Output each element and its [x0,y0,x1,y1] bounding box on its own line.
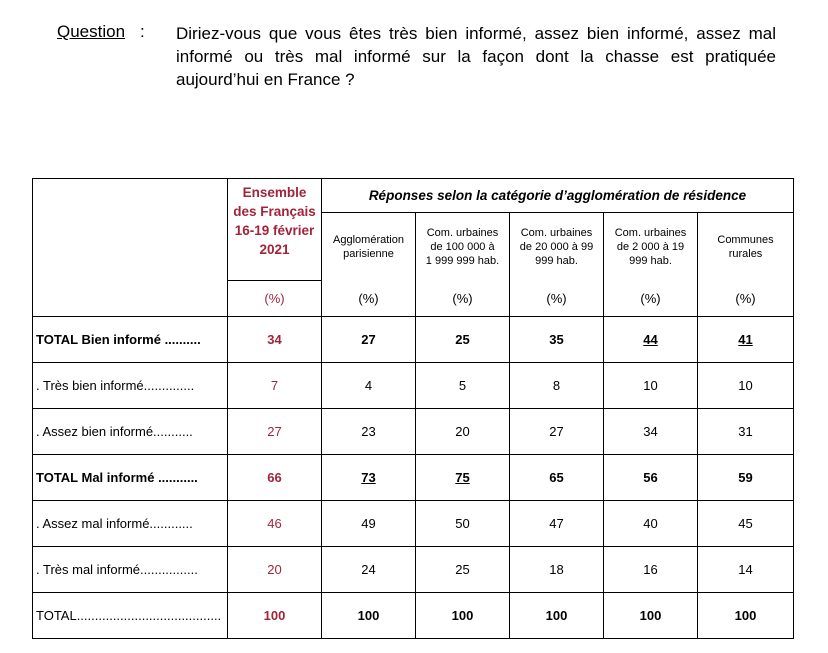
cell-value: 23 [322,409,416,455]
col-pct-paris: (%) [322,281,416,317]
question-text: Diriez-vous que vous êtes très bien informé, assez bien informé, assez mal informé ou très mal informé sur la façon dont la chasse est pratiquée aujourd’hui en France ? [176,24,776,89]
row-label: TOTAL........................................ [33,593,228,639]
group-title: Réponses selon la catégorie d’agglomération de résidence [322,179,794,213]
cell-value: 59 [698,455,794,501]
col-header-paris [322,213,416,281]
ensemble-line3: 16-19 février [234,223,315,238]
row-label: . Assez bien informé........... [33,409,228,455]
row-label: . Très mal informé................ [33,547,228,593]
cell-value: 41 [698,317,794,363]
cell-value: 18 [510,547,604,593]
cell-value: 34 [604,409,698,455]
cell-value: 25 [416,547,510,593]
col-pct-urban-large: (%) [416,281,510,317]
question-colon: : [140,22,145,41]
ensemble-value: 27 [228,409,322,455]
cell-value: 40 [604,501,698,547]
table-row-total [33,593,794,639]
col-pct-rural: (%) [698,281,794,317]
row-label: TOTAL Mal informé ........... [33,455,228,501]
ensemble-header [228,179,322,281]
cell-value: 14 [698,547,794,593]
cell-value: 20 [416,409,510,455]
ensemble-value: 46 [228,501,322,547]
col-header-urban-medium-l3: 999 hab. [535,254,578,267]
cell-value: 100 [698,593,794,639]
cell-value: 8 [510,363,604,409]
results-table [32,178,794,639]
col-header-urban-medium-l2: de 20 000 à 99 [519,240,594,253]
ensemble-line1: Ensemble [242,185,307,200]
col-header-urban-large-l1: Com. urbaines [426,226,499,239]
cell-value: 47 [510,501,604,547]
cell-value: 100 [604,593,698,639]
cell-value: 50 [416,501,510,547]
cell-value: 35 [510,317,604,363]
ensemble-line4: 2021 [259,242,290,257]
ensemble-value: 66 [228,455,322,501]
cell-value: 27 [322,317,416,363]
table-row [33,547,794,593]
cell-value: 27 [510,409,604,455]
ensemble-line2: des Français [233,204,316,219]
cell-value: 16 [604,547,698,593]
cell-value: 24 [322,547,416,593]
cell-value: 100 [322,593,416,639]
col-header-urban-large-l3: 1 999 999 hab. [425,254,500,267]
table-row [33,501,794,547]
cell-value: 5 [416,363,510,409]
col-pct-urban-medium: (%) [510,281,604,317]
table-row [33,455,794,501]
col-header-urban-small-l3: 999 hab. [629,254,672,267]
col-header-rural-l2: rurales [728,247,763,260]
col-header-urban-large-l2: de 100 000 à [430,240,495,253]
cell-value: 56 [604,455,698,501]
table-row [33,317,794,363]
cell-value: 49 [322,501,416,547]
cell-value: 100 [416,593,510,639]
col-header-rural [698,213,794,281]
col-header-paris-l1: Agglomération [333,233,404,246]
cell-value: 10 [698,363,794,409]
col-header-rural-l1: Communes [717,233,774,246]
ensemble-value: 7 [228,363,322,409]
col-header-urban-small [604,213,698,281]
row-label: TOTAL Bien informé .......... [33,317,228,363]
table-row [33,409,794,455]
col-header-urban-small-l2: de 2 000 à 19 [616,240,685,253]
cell-value: 100 [510,593,604,639]
ensemble-value: 100 [228,593,322,639]
table-row [33,363,794,409]
col-header-urban-medium-l1: Com. urbaines [520,226,593,239]
col-header-urban-large [416,213,510,281]
corner-cell [33,179,228,317]
question-label: Question [57,22,126,41]
cell-value: 31 [698,409,794,455]
cell-value: 10 [604,363,698,409]
cell-value: 75 [416,455,510,501]
ensemble-value: 20 [228,547,322,593]
row-label: . Très bien informé.............. [33,363,228,409]
row-label: . Assez mal informé............ [33,501,228,547]
col-pct-urban-small: (%) [604,281,698,317]
cell-value: 44 [604,317,698,363]
cell-value: 65 [510,455,604,501]
cell-value: 4 [322,363,416,409]
col-header-paris-l2: parisienne [343,247,394,260]
cell-value: 73 [322,455,416,501]
ensemble-value: 34 [228,317,322,363]
ensemble-pct: (%) [228,281,322,317]
header-row-1 [33,179,794,213]
cell-value: 45 [698,501,794,547]
cell-value: 25 [416,317,510,363]
col-header-urban-medium [510,213,604,281]
col-header-urban-small-l1: Com. urbaines [614,226,687,239]
